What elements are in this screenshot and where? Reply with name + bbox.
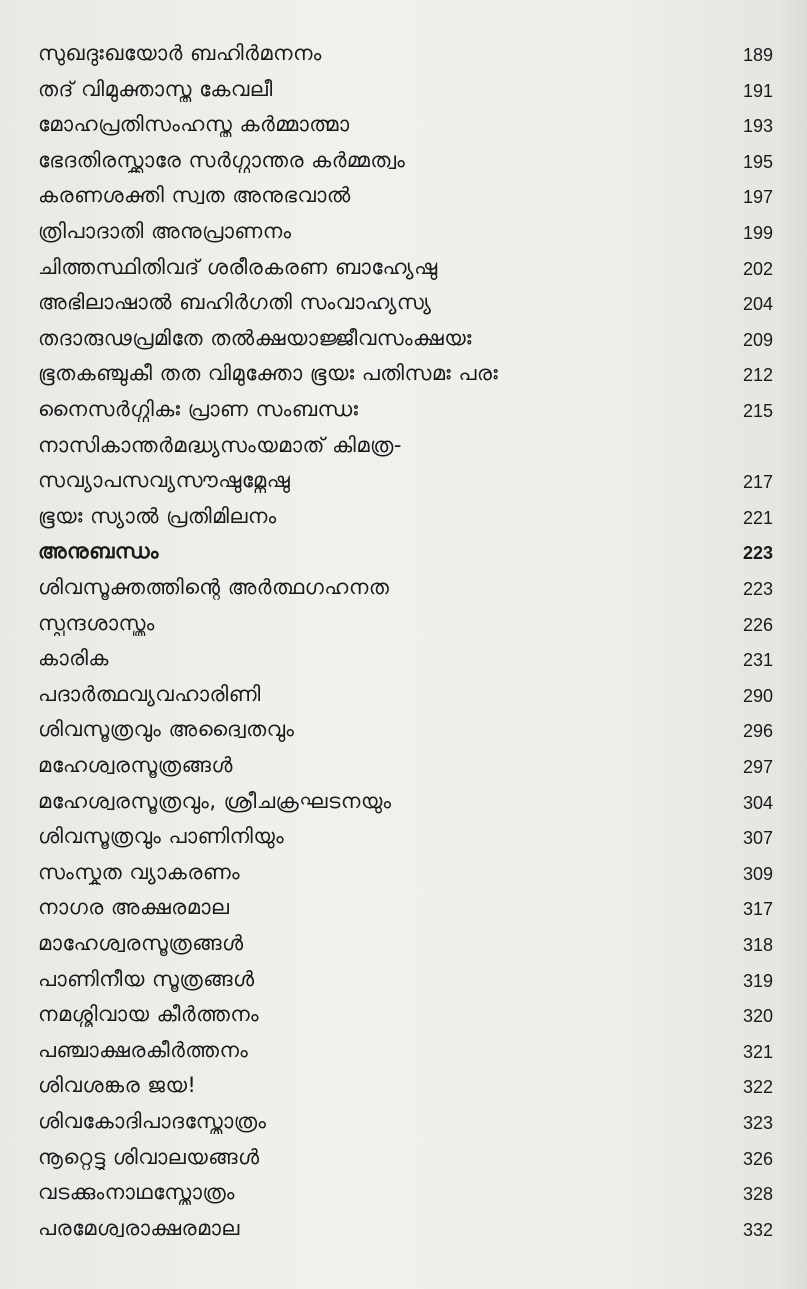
toc-entry-title: നൂറ്റെട്ടു ശിവാലയങ്ങൾ: [38, 1144, 260, 1169]
toc-entry-page-number: 317: [742, 899, 773, 920]
toc-entry-page-number: 296: [742, 721, 773, 742]
toc-entry-page-number: 223: [742, 579, 773, 599]
toc-entry-title: മോഹപ്രതിസംഹസ്തു കർമ്മാത്മാ: [38, 112, 350, 137]
toc-entry-page-number: 326: [742, 1148, 773, 1169]
toc-entry: [38, 570, 773, 604]
toc-entry: [38, 819, 773, 853]
toc-entry-page-number: 223: [742, 543, 773, 564]
toc-entry-title: സവ്യാപസവ്യസൗഷുമ്നേഷു: [38, 468, 291, 493]
toc-entry-page-number: 320: [742, 1006, 773, 1027]
toc-entry-page-number: 328: [742, 1184, 773, 1205]
toc-entry-title: കാരിക: [38, 646, 109, 671]
toc-entry: [38, 1068, 773, 1102]
toc-entry-page-number: 318: [742, 935, 773, 955]
toc-entry-page-number: 309: [742, 863, 773, 884]
toc-entry-title: ശിവശങ്കര ജയ!: [38, 1073, 197, 1098]
toc-entry: [38, 36, 773, 70]
toc-entry-page-number: 321: [742, 1041, 773, 1062]
toc-entry-page-number: 323: [742, 1113, 773, 1133]
toc-entry-page-number: 189: [742, 45, 773, 65]
toc-entry-title: നൈസർഗ്ഗികഃ പ്രാണ സംബന്ധഃ: [38, 397, 359, 421]
toc-entry-title: ശിവസൂക്തത്തിന്റെ അർത്ഥഗഹനത: [38, 575, 390, 599]
toc-entry: [38, 428, 773, 462]
toc-entry-title: നമശ്ശിവായ കീർത്തനം: [38, 1002, 260, 1027]
toc-entry-page-number: 290: [742, 685, 773, 706]
page-shadow: [777, 0, 807, 1289]
toc-entry: [38, 463, 773, 497]
toc-entry-page-number: 322: [742, 1077, 773, 1098]
toc-entry-title: സുഖദുഃഖയോർ ബഹിർമനനം: [38, 41, 322, 65]
toc-entry-page-number: 297: [742, 757, 773, 777]
toc-entry-title: തദ് വിമുക്താസ്തു കേവലീ: [38, 76, 273, 101]
toc-entry: [38, 997, 773, 1031]
toc-entry-title: തദാരുഢപ്രമിതേ തൽക്ഷയാജ്ജീവസംക്ഷയഃ: [38, 325, 472, 350]
toc-entry-page-number: 197: [742, 187, 773, 208]
toc-entry: [38, 214, 773, 248]
toc-entry-page-number: 332: [742, 1219, 773, 1240]
toc-entry-title: ഭൂതകഞ്ചുകീ തത വിമുക്തോ ഭൂയഃ പതിസമഃ പരഃ: [38, 361, 499, 386]
toc-entry-title: ഭൂയഃ സ്യാൽ പ്രതിമിലനം: [38, 503, 277, 528]
toc-entry-page-number: 209: [742, 329, 773, 350]
toc-entry-title: ശിവസൂത്രവും പാണിനിയും: [38, 824, 285, 849]
toc-entry-title: ശിവസൂത്രവും അദ്വൈതവും: [38, 717, 295, 742]
toc-entry: [38, 250, 773, 284]
toc-entry-title: പദാർത്ഥവ്യവഹാരിണി: [38, 681, 261, 706]
toc-entry: [38, 321, 773, 355]
toc-entry-page-number: 307: [742, 828, 773, 849]
toc-entry-title: മഹേശ്വരസൂത്രവും, ശ്രീചക്രഘടനയും: [38, 788, 392, 813]
toc-entry: [38, 712, 773, 746]
toc-entry: [38, 784, 773, 818]
toc-entry-title: സ്പന്ദശാസ്ത്രം: [38, 610, 155, 635]
toc-entry-title: ത്രിപാദാതി അനുപ്രാണനം: [38, 219, 292, 243]
toc-entry-page-number: 319: [742, 970, 773, 991]
toc-entry-title: അനുബന്ധം: [38, 539, 159, 564]
toc-entry: [38, 499, 773, 533]
toc-entry-page-number: 221: [742, 507, 773, 528]
toc-entry-title: നാഗര അക്ഷരമാല: [38, 895, 230, 920]
toc-entry-title: പാണിനീയ സൂത്രങ്ങൾ: [38, 966, 255, 991]
toc-entry: [38, 285, 773, 319]
toc-entry-title: മഹേശ്വരസൂത്രങ്ങൾ: [38, 753, 233, 777]
toc-entry-title: ശിവകോദിപാദസ്തോത്രം: [38, 1109, 267, 1133]
toc-entry-title: ഭേദതിരസ്ക്കാരേ സർഗ്ഗാന്തര കർമ്മത്വം: [38, 147, 406, 172]
toc-entry-title: പരമേശ്വരാക്ഷരമാല: [38, 1215, 240, 1240]
toc-entry-page-number: 199: [742, 223, 773, 243]
toc-entry-page-number: 215: [742, 401, 773, 421]
toc-entry: [38, 926, 773, 960]
toc-entry-title: നാസികാന്തർമദ്ധ്യസംയമാത് കിമത്ര-: [38, 432, 402, 457]
toc-entry-page-number: 191: [742, 80, 773, 101]
toc-entry: [38, 534, 773, 568]
toc-entry-title: പഞ്ചാക്ഷരകീർത്തനം: [38, 1037, 249, 1062]
toc-entry: [38, 72, 773, 106]
toc-entry-title: അഭിലാഷാൽ ബഹിർഗതി സംവാഹ്യസ്യ: [38, 290, 432, 315]
toc-entry: [38, 143, 773, 177]
toc-entry: [38, 677, 773, 711]
toc-entry: [38, 107, 773, 141]
toc-entry-title: വടക്കുംനാഥസ്തോത്രം: [38, 1180, 235, 1205]
toc-entry-page-number: 231: [742, 650, 773, 671]
toc-entry-page-number: 304: [742, 792, 773, 813]
toc-entry: [38, 392, 773, 426]
toc-entry: [38, 748, 773, 782]
toc-entry-page-number: 193: [742, 116, 773, 137]
toc-entry-title: മാഹേശ്വരസൂത്രങ്ങൾ: [38, 931, 244, 955]
toc-entry: [38, 1175, 773, 1209]
toc-entry: [38, 890, 773, 924]
toc-entry: [38, 1211, 773, 1245]
toc-entry-page-number: 204: [742, 294, 773, 315]
toc-entry: [38, 606, 773, 640]
toc-entry-page-number: 217: [742, 472, 773, 493]
toc-entry: [38, 356, 773, 390]
toc-entry-title: ചിത്തസ്ഥിതിവദ് ശരീരകരണ ബാഹ്യേഷു: [38, 254, 438, 279]
toc-entry: [38, 1104, 773, 1138]
toc-entry-page-number: 202: [742, 258, 773, 279]
toc-entry-page-number: 212: [742, 365, 773, 386]
toc-entry-page-number: 226: [742, 614, 773, 635]
toc-entry: [38, 178, 773, 212]
toc-entry: [38, 641, 773, 675]
toc-entry-page-number: 195: [742, 151, 773, 172]
toc-entry: [38, 962, 773, 996]
toc-entry: [38, 855, 773, 889]
toc-entry: [38, 1140, 773, 1174]
toc-entry-title: സംസ്കൃത വ്യാകരണം: [38, 859, 241, 884]
toc-entry: [38, 1033, 773, 1067]
toc-entry-title: കരണശക്തി സ്വത അനുഭവാൽ: [38, 183, 351, 208]
